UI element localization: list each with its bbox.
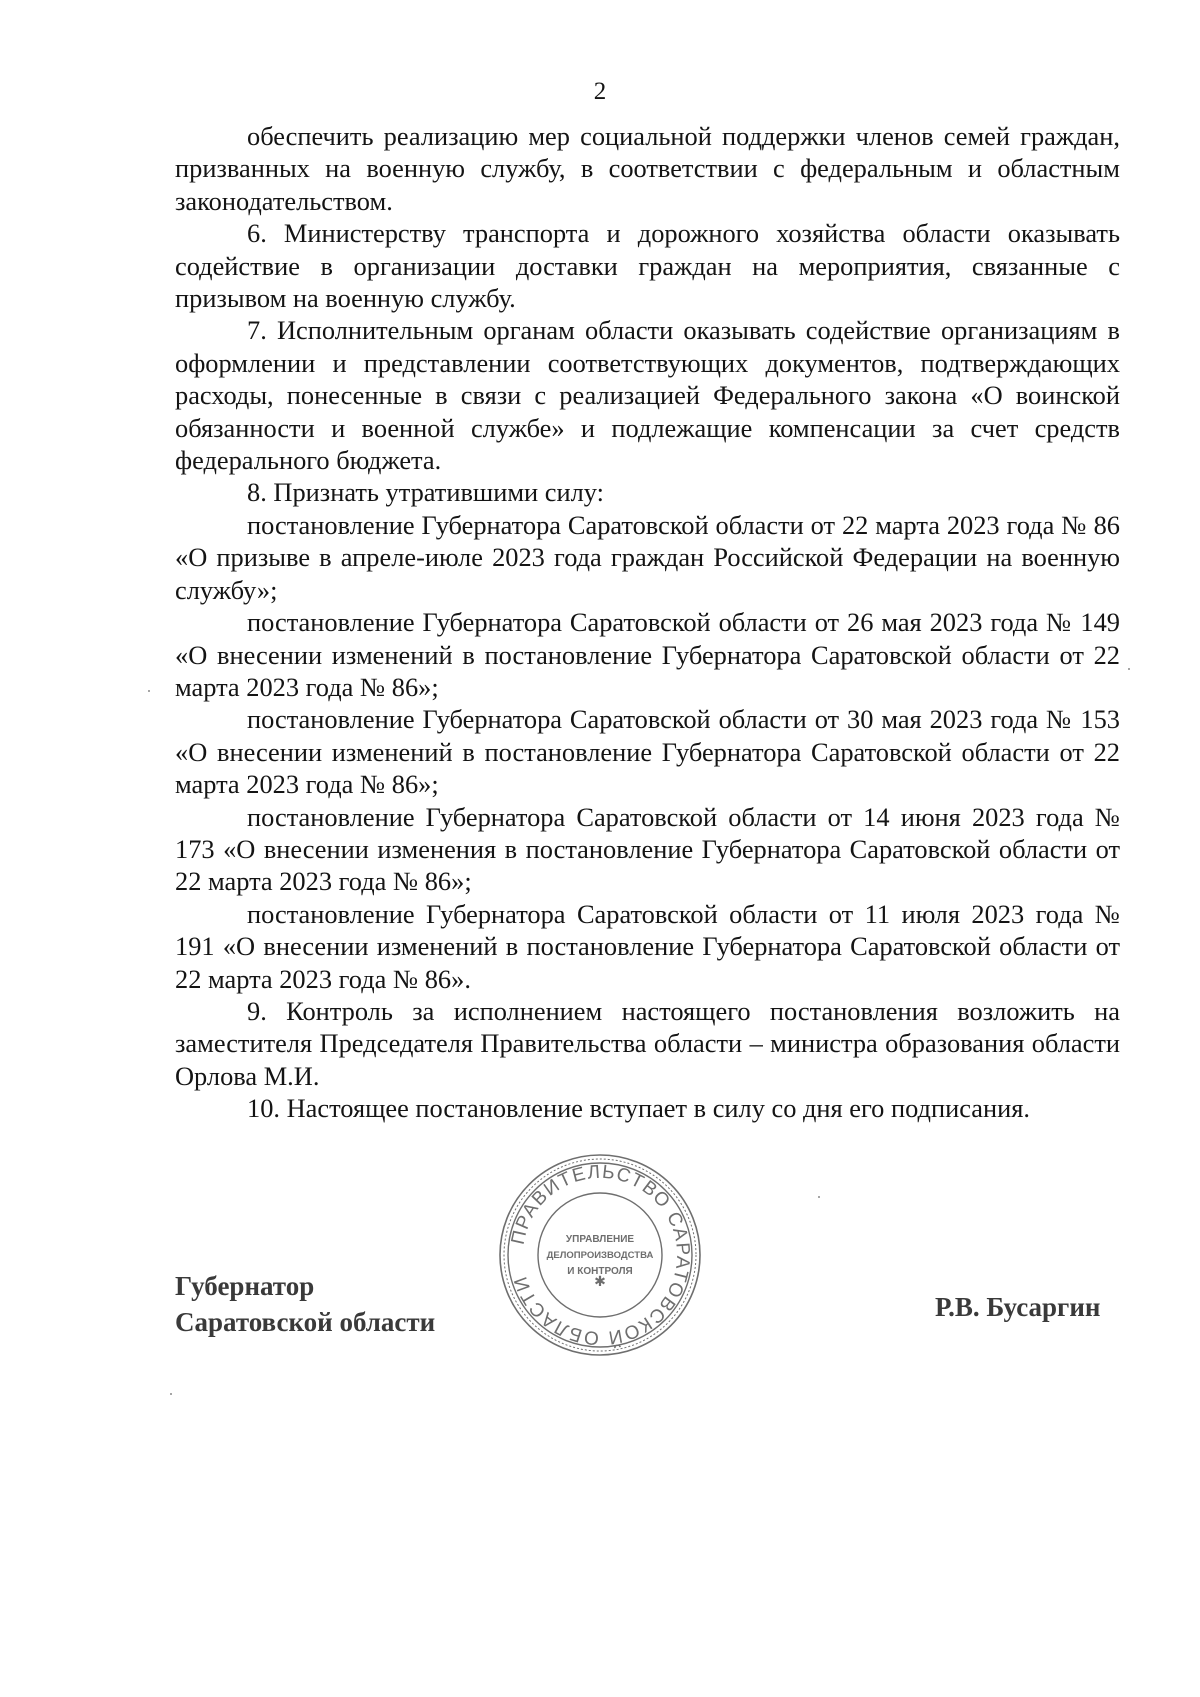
scan-speck [170,1393,172,1395]
scan-speck [148,690,150,692]
seal-star-icon: ✱ [594,1274,606,1290]
scan-speck [818,1196,820,1198]
paragraph-item-9: 9. Контроль за исполнением настоящего постановления возложить на заместителя Председателя Правительства области – министра образования области Орлова М.И. [175,995,1120,1091]
scan-speck [1128,668,1130,670]
paragraph-item-10: 10. Настоящее постановление вступает в силу со дня его подписания. [247,1093,1030,1124]
page-number: 2 [593,78,607,105]
seal-center-line1: УПРАВЛЕНИЕ [565,1234,635,1245]
repealed-decree-149: постановление Губернатора Саратовской области от 26 мая 2023 года № 149 «О внесении изменений в постановление Губернатора Саратовской области от 22 марта 2023 года № 86»; [175,607,1120,702]
paragraph-continuation: обеспечить реализацию мер социальной поддержки членов семей граждан, призванных на военную службу, в соответствии с федеральным и областным законодательством. [175,121,1120,216]
paragraph-item-8: 8. Признать утратившими силу: [247,477,604,508]
signatory-title-line1: Губернатор [175,1271,315,1301]
signatory-title [175,1268,435,1340]
paragraph-item-7: 7. Исполнительным органам области оказывать содействие организациям в оформлении и представлении соответствующих документов, подтверждающих расходы, понесенные в связи с реализацией Федерального закона «О воинской обязанности и военной службе» и подлежащие компенсации за счет средств федерального бюджета. [175,315,1120,476]
paragraph-item-6: 6. Министерству транспорта и дорожного хозяйства области оказывать содействие в организации доставки граждан на мероприятия, связанные с призывом на военную службу. [175,218,1120,314]
official-seal [495,1150,705,1360]
repealed-decree-86: постановление Губернатора Саратовской области от 22 марта 2023 года № 86 «О призыве в апреле-июле 2023 года граждан Российской Федерации на военную службу»; [175,509,1120,605]
seal-ring-text: ПРАВИТЕЛЬСТВО САРАТОВСКОЙ ОБЛАСТИ [507,1161,694,1349]
document-body [175,120,1120,1125]
seal-center-line3: И КОНТРОЛЯ [567,1266,633,1277]
signatory-title-line2: Саратовской области [175,1307,436,1337]
seal-center-line2: ДЕЛОПРОИЗВОДСТВА [546,1250,654,1261]
signatory-name: Р.В. Бусаргин [935,1292,1101,1322]
seal-graphic [495,1150,705,1360]
repealed-decree-173: постановление Губернатора Саратовской области от 14 июня 2023 года № 173 «О внесении изменения в постановление Губернатора Саратовской области от 22 марта 2023 года № 86»; [175,801,1120,897]
repealed-decree-191: постановление Губернатора Саратовской области от 11 июля 2023 года № 191 «О внесении изменений в постановление Губернатора Саратовской области от 22 марта 2023 года № 86». [175,898,1120,994]
repealed-decree-153: постановление Губернатора Саратовской области от 30 мая 2023 года № 153 «О внесении изменений в постановление Губернатора Саратовской области от 22 марта 2023 года № 86»; [175,704,1120,800]
